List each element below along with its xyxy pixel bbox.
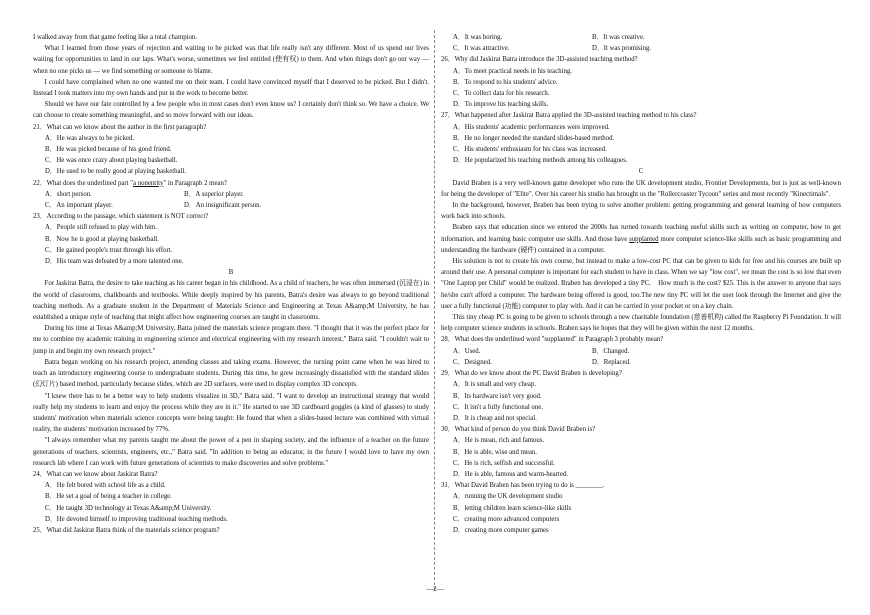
option: D．To improve his teaching skills. bbox=[453, 101, 549, 109]
paragraph bbox=[441, 222, 841, 256]
option: A．People still refused to play with him. bbox=[45, 224, 157, 232]
option: B．It was creative. bbox=[592, 34, 645, 41]
option: A．running the UK development studio bbox=[453, 493, 563, 501]
question-30: 30．What kind of person do you think David Braben is? bbox=[441, 426, 596, 434]
option: D．He popularized his teaching methods among his colleagues. bbox=[453, 157, 628, 165]
question-26: 26．Why did Jaskirat Batra introduce the 3D-assisted teaching method? bbox=[441, 56, 638, 64]
option: A．Used. bbox=[453, 347, 481, 355]
question-24: 24．What can we know about Jaskirat Batra? bbox=[33, 470, 158, 478]
question-text: " in Paragraph 3 probably mean? bbox=[573, 336, 664, 344]
option: B．He is able, wise and mean. bbox=[453, 448, 537, 456]
paragraph: During his time at Texas A&amp;M University, Batra joined the materials science program there. "I thought that it was the perfect place for me to combine my academic training in engineering science and electrical engineering with my research interest," Batra said. "I couldn't wait to jump in and begin my own research project." bbox=[33, 325, 429, 355]
option-row bbox=[453, 357, 841, 368]
page-number: —2— bbox=[426, 585, 444, 593]
question-27: 27．What happened after Jaskirat Batra applied the 3D-assisted teaching method to his class? bbox=[441, 112, 697, 120]
question-28 bbox=[441, 334, 841, 345]
option: B．He was picked because of his good friend. bbox=[45, 146, 172, 154]
option: A．His students' academic performances were improved. bbox=[453, 123, 610, 131]
option: A．short person. bbox=[45, 190, 92, 198]
option: A．He was always to be picked. bbox=[45, 134, 135, 142]
option: B．A superior player. bbox=[184, 190, 244, 198]
paragraph: David Braben is a very well-known game developer who runs the UK development studio, Frontier Developments, but is just as well-known for being the developer of "Elite". Over his career his studio has brought us the "Rollercoaster Tycoon" series and most recently "Kinectimals". bbox=[441, 179, 841, 198]
option: C．It was attractive. bbox=[453, 45, 510, 53]
question-29: 29．What do we know about the PC David Braben is developing? bbox=[441, 370, 622, 378]
option: D．It was promising. bbox=[592, 45, 652, 53]
option: A．He felt bored with school life as a child. bbox=[45, 482, 166, 490]
option-row bbox=[453, 43, 841, 54]
option: B．letting children learn science-like skills bbox=[453, 504, 572, 512]
paragraph: His solution is not to create his own course, but instead to make a low-cost PC that can be given to kids for free and his courses are built up around their use. A personal computer is important for each student to have in class. When we say "low cost", we mean the cost is so low that even "One Laptop per Child" would be realized. Braben has developed a tiny PC. How much is the cost? $25. This is the answer to anyone that says he/she can't afford a computer. The hardware being offered is good, too.The new tiny PC will let the user look through the Internet and give the user a fully functional (功能) computer to play with. And it can be carried in your pocket or on a key chain. bbox=[441, 258, 841, 310]
question-text: 22．What does the underlined part " bbox=[33, 179, 133, 187]
left-column bbox=[33, 32, 429, 536]
section-heading-c: C bbox=[638, 168, 644, 176]
option: A．It is small and very cheap. bbox=[453, 381, 537, 389]
option: D．An insignificant person. bbox=[184, 202, 262, 210]
option: C．He was once crazy about playing basketball. bbox=[45, 157, 178, 165]
paragraph: "I always remember what my parents taught me about the power of a pen in shaping society, and the influence of a teacher on the future generations of teachers, scientists, engineers, etc.," Batra said. "In addition to being an educator, in the future I would love to have my own research lab where I can work with future generations of scientists to make discoveries and solve problems." bbox=[33, 437, 429, 467]
option: D．He devoted himself to improving traditional teaching methods. bbox=[45, 515, 228, 523]
paragraph: This tiny cheap PC is going to be given to schools through a new charitable foundation (慈善机构) called the Raspberry Pi Foundation. It will help computer science students in schools. Braben says he hopes that they will be given within the next 12 months. bbox=[441, 314, 841, 333]
paragraph: What I learned from those years of rejection and waiting to be picked was that life really isn't any different. Most of us spend our lives waiting for opportunities to land in our laps. What's worse, sometimes we feel entitled (使有权) to them. And when things don't go our way — when no one picks us — we find something or someone to blame. bbox=[33, 45, 429, 75]
option: A．He is mean, rich and famous. bbox=[453, 437, 545, 445]
paragraph: I walked away from that game feeling like a total champion. bbox=[33, 34, 198, 41]
option-row bbox=[45, 200, 429, 211]
underlined-word: supplanted bbox=[629, 235, 659, 243]
option: D．creating more computer games bbox=[453, 526, 549, 534]
option: D．It is cheap and not special. bbox=[453, 414, 537, 422]
option-row bbox=[453, 346, 841, 357]
option: D．His team was defeated by a more talented one. bbox=[45, 258, 184, 266]
option: C．He is rich, selfish and successful. bbox=[453, 459, 555, 467]
option-row bbox=[45, 189, 429, 200]
option: C．Designed. bbox=[453, 358, 492, 366]
option: B．He no longer needed the standard slides-based method. bbox=[453, 134, 615, 142]
option-row bbox=[453, 32, 841, 43]
option: B．Changed. bbox=[592, 347, 630, 355]
question-25: 25．What did Jaskirat Batra think of the materials science program? bbox=[33, 526, 220, 534]
option: C．To collect data for his research. bbox=[453, 90, 550, 98]
underlined-phrase: a nonentity bbox=[132, 179, 164, 187]
option: D．He is able, famous and warm-hearted. bbox=[453, 470, 568, 478]
paragraph: In the background, however, Braben has been trying to solve another problem: getting programming and general learning of how computers work back into schools. bbox=[441, 202, 841, 221]
section-heading-b: B bbox=[228, 269, 234, 277]
option: C．An important player. bbox=[45, 202, 113, 210]
question-text: " in Paragraph 2 mean? bbox=[163, 179, 227, 187]
option: D．He used to be really good at playing basketball. bbox=[45, 168, 186, 176]
option: B．To respond to his students' advice. bbox=[453, 78, 558, 86]
paragraph: Batra began working on his research project, attending classes and taking exams. However, the turning point came when he was hired to teach an introductory engineering course to undergraduate students. During this time, he grew increasingly dissatisfied with the standard slides (幻灯片) based method, particularly because slides, which are 2D surfaces, were used to display complex 3D concepts. bbox=[33, 358, 429, 389]
column-divider bbox=[434, 30, 435, 590]
paragraph: For Jaskirat Batra, the desire to take teaching as his career began in his childhood. As a child of teachers, he was often immersed (沉浸在) in the world of classrooms, chalkboards and textbooks. While deeply inspired by his parents, Batra's desire was always to go beyond traditional teaching methods. As a graduate student in the Department of Materials Science and Engineering at Texas A&amp;M University, he has established a unique style of teaching that might affect how engineering courses are taught in classrooms. bbox=[33, 280, 429, 322]
question-31: 31．What David Braben has been trying to do is ________. bbox=[441, 482, 605, 490]
paragraph: I could have complained when no one wanted me on their team. I could have convinced myself that I deserved to be picked. But I didn't. Instead I took matters into my own hands and put in the work to become better. bbox=[33, 78, 429, 98]
option: C．It isn't a fully functional one. bbox=[453, 403, 543, 411]
question-text: 28．What does the underlined word " bbox=[441, 336, 545, 344]
option: C．creating more advanced computers bbox=[453, 515, 560, 523]
option: C．He gained people's trust through his effort. bbox=[45, 246, 173, 254]
right-column bbox=[441, 32, 841, 536]
option: C．His students' enthusiasm for his class was increased. bbox=[453, 146, 607, 154]
option: A．It was boring. bbox=[453, 34, 503, 41]
question-21: 21．What can we know about the author in the first paragraph? bbox=[33, 123, 207, 131]
paragraph: "I knew there has to be a better way to help students visualize in 3D," Batra said. "I want to develop an instructional strategy that would really help my students to learn and enjoy the process while they are in it." He started to use 3D cardboard goggles (a kind of glasses) to study students' motivation when materials science concepts were being taught: He found that when a slides-based lecture was combined with virtual reality, the students' motivation increased by 77%. bbox=[33, 392, 429, 434]
option: B．Its hardware isn't very good. bbox=[453, 392, 542, 400]
question-23: 23．According to the passage, which statement is NOT correct? bbox=[33, 213, 209, 221]
option: C．He taught 3D technology at Texas A&amp;M University. bbox=[45, 504, 212, 512]
option: B．He set a goal of being a teacher in college. bbox=[45, 493, 172, 501]
option: A．To meet practical needs in his teaching. bbox=[453, 67, 572, 75]
paragraph-text: more computer science-like skills such as basic programming and understanding the hardware (硬件) contained in a computer. bbox=[441, 235, 841, 254]
question-text: supplanted bbox=[544, 336, 574, 344]
option: D．Replaced. bbox=[592, 358, 631, 366]
paragraph: Should we have our fate controlled by a few people who in most cases don't even know us? I certainly don't think so. We have a choice. We can choose to create something meaningful, and so move forward with our ideas. bbox=[33, 101, 429, 120]
option: B．Now he is good at playing basketball. bbox=[45, 235, 159, 243]
paragraph-text: Braben says that education since we entered the 2000s has turned towards teaching useful skills such as writing on computer, how to get information, and learning basic computer use skills. And those have bbox=[441, 224, 841, 243]
question-22 bbox=[33, 178, 429, 189]
